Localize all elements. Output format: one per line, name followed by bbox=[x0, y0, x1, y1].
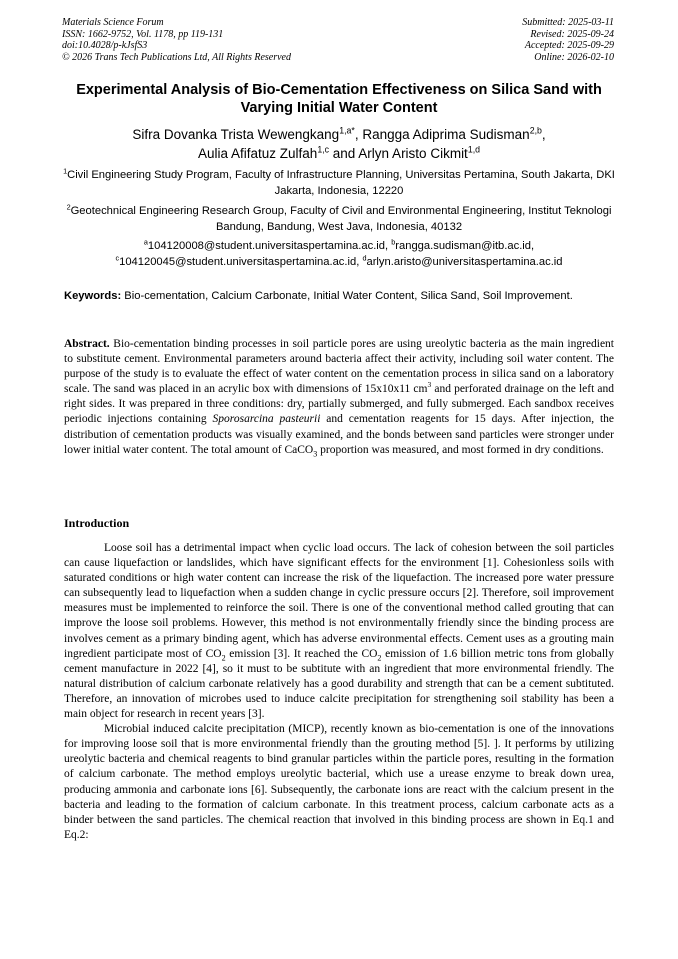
author-name: Rangga Adiprima Sudisman bbox=[362, 127, 530, 142]
journal-name: Materials Science Forum bbox=[62, 17, 164, 28]
author-superscript: 1,a* bbox=[339, 125, 355, 136]
paragraph: Loose soil has a detrimental impact when cyclic load occurs. The lack of cohesion between the soil particles can cause liquefaction or landslides, which have significant effects for the environment [1]. Cohesionless soils with saturated conditions or high water content can increase the risk of the liquefaction. The increased pore water pressure can subsequently lead to liquefaction when a sudden change in cyclic pressure occurs [2]. Therefore, soil improvement measures must be implemented to reinforce the soil. There is one of the conventional method called grouting that can improve the loose soil problems. However, this method is not environmentally friendly since the binding process are involves cement as a primary binding agent, which has adverse environmental effects. Cement uses as a grouting main ingredient participate most of $CO_2$ emission [3]. It reached the $CO_2$ emission of 1.6 billion metric tons from globally cement manufacture in 2022 [4], so it must to be subtitute with an ingredient that more environmental friendly. The natural distribution of calcium carbonate relatively has a good durability and strength that can be a cement subtituted. Therefore, an innovation of microbes used to induce calcite precipitation for strengthening soil stability has been a main object for research in recent years [3]. bbox=[64, 542, 614, 721]
abstract-label: Abstract. bbox=[64, 338, 110, 350]
email-link[interactable]: 104120008@student.universitaspertamina.ac.id, bbox=[147, 240, 392, 252]
introduction-body bbox=[64, 541, 614, 843]
email-link[interactable]: arlyn.aristo@universitaspertamina.ac.id bbox=[366, 255, 563, 268]
keywords-text: Bio-cementation, Calcium Carbonate, Initial Water Content, Silica Sand, Soil Improvement. bbox=[121, 290, 573, 302]
species-name: Sporosarcina pasteurii bbox=[212, 413, 321, 426]
paragraph: Microbial induced calcite precipitation (MICP), recently known as bio-cementation is one of the innovations for improving loose soil that is more environmental friendly than the grouting method [5]. ]. It performs by utilizing ureolytic bacteria and chemical reagents to bind granular particles within the particle pores, resulting in the formation of calcium carbonate. The method employs ureolytic bacterial, which use a urease enzyme to break down urea, producing ammonia and carbonate ions [6]. Subsequently, the carbonate ions are react with the calcium present in the bacteria and leading to the formation of calcium carbonate. In this treatment process, calcium carbonate acts as a binder between the sand particles. The chemical reaction that involved in this binding process are shown in Eq.1 and Eq.2: bbox=[64, 723, 614, 841]
paper-title: Experimental Analysis of Bio-Cementation Effectiveness on Silica Sand with Varying Initial Water Content bbox=[76, 82, 602, 116]
abstract: Abstract. Bio-cementation binding processes in soil particle pores are using ureolytic bacteria as the main ingredient to substitute cement. Environmental parameters around bacteria affect their activity, including soil water content. The purpose of the study is to evaluate the effect of water content on the cementation process in silica sand on a laboratory scale. The sand was placed in an acrylic box with dimensions of 15x10x11 $cm^3$ and perforated drainage on the left and right sides. It was prepared in three conditions: dry, partially submerged, and fully submerged. Each sandbox receives periodic injections containing Sporosarcina pasteurii and cementation reagents for 15 days. After injection, the distribution of cementation products was visually examined, and the bonds between sand particles were stronger under lower initial water content. The total amount of CaCO$_3$ proportion was measured, and most formed in dry conditions. bbox=[64, 338, 615, 458]
email-link[interactable]: 104120045@student.universitaspertamina.ac.id, bbox=[119, 255, 363, 268]
author-superscript: 2,b bbox=[529, 125, 542, 136]
author-name: Sifra Dovanka Trista Wewengkang bbox=[132, 127, 340, 142]
journal-doi: doi:10.4028/p-kJsfS3 bbox=[62, 40, 148, 51]
journal-issn: ISSN: 1662-9752, Vol. 1178, pp 119-131 bbox=[62, 28, 224, 40]
journal-info bbox=[62, 17, 291, 63]
date-accepted: Accepted: 2025-09-29 bbox=[524, 40, 614, 51]
author-name: Aulia Afifatuz Zulfah bbox=[197, 146, 318, 161]
journal-copyright: © 2026 Trans Tech Publications Ltd, All Rights Reserved bbox=[62, 51, 291, 63]
affiliation-2: $^2$Geotechnical Engineering Research Group, Faculty of Civil and Environmental Engineering, Institut Teknologi Bandung, Bandung, West Java, Indonesia, 40132 bbox=[66, 202, 612, 233]
author-superscript: 1,c bbox=[317, 144, 330, 155]
email-link[interactable]: rangga.sudisman@itb.ac.id, bbox=[395, 240, 535, 252]
keywords-label: Keywords: bbox=[64, 290, 122, 302]
section-heading-introduction: Introduction bbox=[64, 516, 130, 530]
author-emails: $^a$104120008@student.universitaspertamina.ac.id, $^b$rangga.sudisman@itb.ac.id, $^c$104120045@student.universitaspertamina.ac.id, $^d$arlyn.aristo@universitaspertamina.ac.id bbox=[115, 237, 563, 268]
date-submitted: Submitted: 2025-03-11 bbox=[522, 17, 614, 28]
affiliation-1: $^1$Civil Engineering Study Program, Faculty of Infrastructure Planning, Universitas Pertamina, South Jakarta, DKI Jakarta, Indonesia, 12220 bbox=[63, 166, 615, 197]
date-online: Online: 2026-02-10 bbox=[534, 51, 614, 63]
author-name: Arlyn Aristo Cikmit bbox=[358, 146, 468, 161]
publication-dates bbox=[522, 17, 614, 63]
keywords bbox=[64, 289, 614, 304]
author-list: Sifra Dovanka Trista Wewengkang$^{1,a*}$, Rangga Adiprima Sudisman$^{2,b}$, Aulia Afifatuz Zulfah$^{1,c}$ and Arlyn Aristo Cikmit$^{1,d}$ bbox=[132, 125, 546, 161]
date-revised: Revised: 2025-09-24 bbox=[530, 28, 614, 40]
author-superscript: 1,d bbox=[467, 144, 481, 155]
